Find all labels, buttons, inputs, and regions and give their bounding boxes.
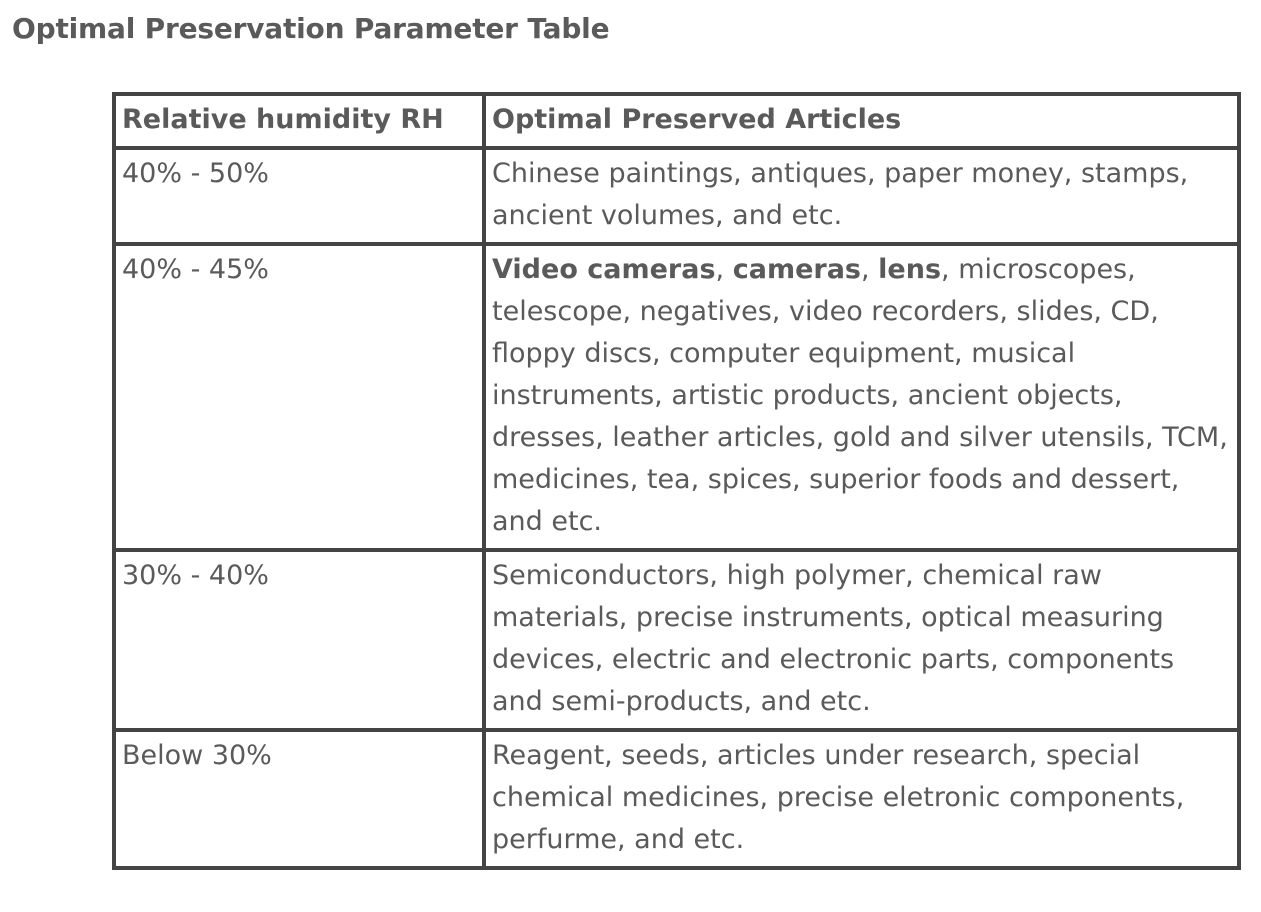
humidity-cell: 40% - 45% (114, 244, 484, 550)
article-separator: , (715, 254, 733, 285)
articles-cell: Chinese paintings, antiques, paper money, stamps, ancient volumes, and etc. (484, 148, 1239, 244)
humidity-cell: Below 30% (114, 730, 484, 868)
table-row (114, 730, 1239, 868)
preservation-parameter-table (112, 92, 1241, 870)
humidity-cell: 30% - 40% (114, 550, 484, 730)
articles-cell: Reagent, seeds, articles under research, special chemical medicines, precise eletronic components, perfurme, and etc. (484, 730, 1239, 868)
articles-cell (484, 244, 1239, 550)
table-row (114, 148, 1239, 244)
humidity-cell: 40% - 50% (114, 148, 484, 244)
page-title: Optimal Preservation Parameter Table (12, 12, 610, 45)
table-row (114, 550, 1239, 730)
bold-article-video-cameras: Video cameras (492, 254, 716, 285)
bold-article-cameras: cameras (732, 254, 861, 285)
bold-article-lens: lens (878, 254, 942, 285)
article-separator: , (861, 254, 879, 285)
articles-text: , microscopes, telescope, negatives, video recorders, slides, CD, floppy discs, computer equipment, musical instruments, artistic products, ancient objects, dresses, leather articles, gold and silver utensils, TCM, medicines, tea, spices, superior foods and dessert, and etc. (492, 254, 1228, 537)
header-optimal-preserved-articles: Optimal Preserved Articles (484, 94, 1239, 148)
table-row (114, 244, 1239, 550)
articles-cell: Semiconductors, high polymer, chemical raw materials, precise instruments, optical measuring devices, electric and electronic parts, components and semi-products, and etc. (484, 550, 1239, 730)
table-header-row (114, 94, 1239, 148)
header-relative-humidity: Relative humidity RH (114, 94, 484, 148)
